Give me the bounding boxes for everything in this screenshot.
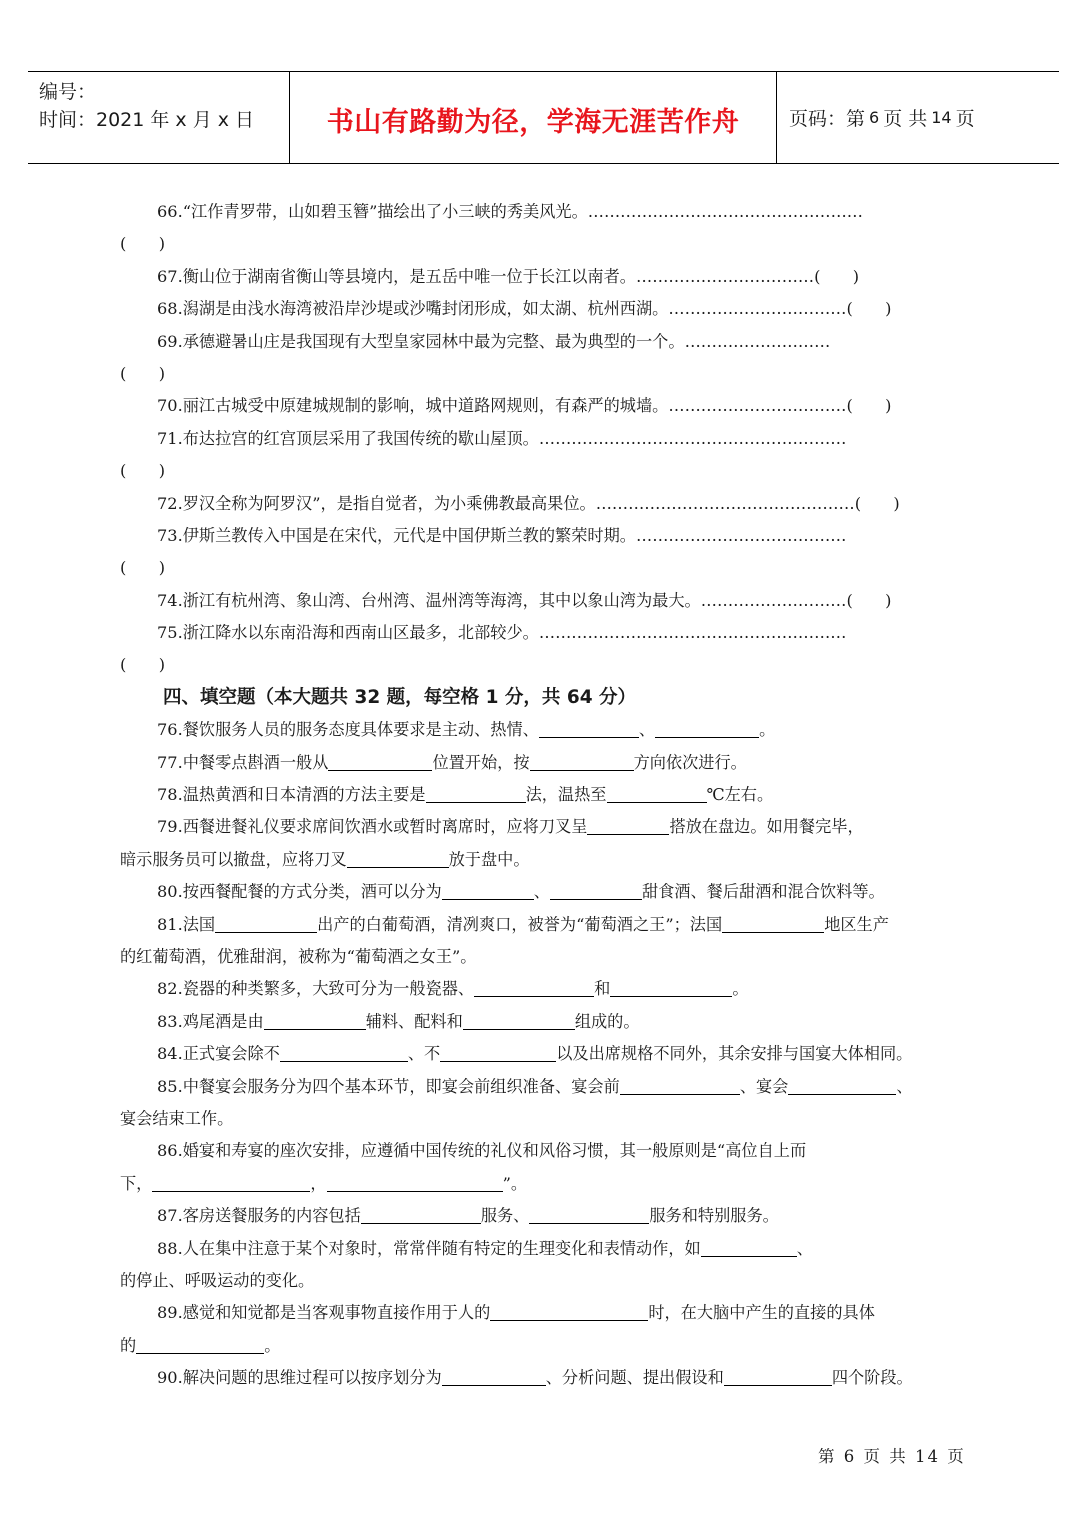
blank-87-2[interactable] <box>529 1205 649 1224</box>
question-87: 87.客房送餐服务的内容包括 服务、 服务和特别服务。 <box>157 1206 779 1226</box>
question-74: 74.浙江有杭州湾、象山湾、台州湾、温州湾等海湾，其中以象山湾为最大。………………………( ) <box>157 590 892 610</box>
question-81-cont: 的红葡萄酒，优雅甜润，被称为“葡萄酒之女王”。 <box>120 946 477 966</box>
blank-83-1[interactable] <box>264 1011 366 1030</box>
blank-79-1[interactable] <box>587 816 669 835</box>
blank-85-1[interactable] <box>620 1076 740 1095</box>
question-79: 79.西餐进餐礼仪要求席间饮酒水或暂时离席时，应将刀叉呈 搭放在盘边。如用餐完毕， <box>157 817 864 837</box>
question-72: 72.罗汉全称为阿罗汉”，是指自觉者，为小乘佛教最高果位。…………………………………………( ) <box>157 493 900 513</box>
header-meta <box>28 72 290 163</box>
question-85: 85.中餐宴会服务分为四个基本环节，即宴会前组织准备、宴会前 、宴会 、 <box>157 1076 913 1096</box>
question-77: 77.中餐零点斟酒一般从 位置开始，按 方向依次进行。 <box>157 752 747 772</box>
blank-80-1[interactable] <box>442 881 534 900</box>
blank-88-1[interactable] <box>701 1238 797 1257</box>
blank-90-2[interactable] <box>724 1367 832 1386</box>
answer-paren-69: ( ) <box>120 363 166 383</box>
question-67: 67.衡山位于湖南省衡山等县境内，是五岳中唯一位于长江以南者。……………………………( ) <box>157 266 860 286</box>
question-82: 82.瓷器的种类繁多，大致可分为一般瓷器、 和 。 <box>157 979 749 999</box>
question-85-cont: 宴会结束工作。 <box>120 1108 234 1128</box>
question-86-cont: 下， ， ”。 <box>120 1173 528 1193</box>
blank-82-2[interactable] <box>610 978 732 997</box>
page-total: 14 <box>931 108 952 127</box>
question-90: 90.解决问题的思维过程可以按序划分为 、分析问题、提出假设和 四个阶段。 <box>157 1368 913 1388</box>
blank-83-2[interactable] <box>463 1011 575 1030</box>
blank-85-2[interactable] <box>788 1076 896 1095</box>
question-80: 80.按西餐配餐的方式分类，酒可以分为 、 甜食酒、餐后甜酒和混合饮料等。 <box>157 882 885 902</box>
question-83: 83.鸡尾酒是由 辅料、配料和 组成的。 <box>157 1011 640 1031</box>
section-title: 四、填空题（本大题共 32 题，每空格 1 分，共 64 分） <box>163 686 637 708</box>
blank-84-2[interactable] <box>440 1043 556 1062</box>
question-68: 68.潟湖是由浅水海湾被沿岸沙堤或沙嘴封闭形成，如太湖、杭州西湖。……………………………( ) <box>157 299 892 319</box>
question-76: 76.餐饮服务人员的服务态度具体要求是主动、热情、 、 。 <box>157 720 776 740</box>
question-79-cont: 暗示服务员可以撤盘，应将刀叉 放于盘中。 <box>120 849 530 869</box>
answer-paren-70: ( ) <box>846 396 892 416</box>
question-84: 84.正式宴会除不 、不 以及出席规格不同外，其余安排与国宴大体相同。 <box>157 1044 913 1064</box>
header-motto: 书山有路勤为径，学海无涯苦作舟 <box>290 72 777 163</box>
question-70: 70.丽江古城受中原建城规制的影响，城中道路网规则，有森严的城墙。……………………………( ) <box>157 396 892 416</box>
blank-86-1[interactable] <box>152 1173 310 1192</box>
page-current: 6 <box>869 108 880 127</box>
question-86: 86.婚宴和寿宴的座次安排，应遵循中国传统的礼仪和风俗习惯，其一般原则是“高位自上而 <box>157 1141 807 1161</box>
answer-paren-72: ( ) <box>854 493 900 513</box>
answer-paren-68: ( ) <box>846 299 892 319</box>
time-label: 时间：2021 年 x 月 x 日 <box>39 109 255 131</box>
blank-78-1[interactable] <box>426 784 526 803</box>
question-88: 88.人在集中注意于某个对象时，常常伴随有特定的生理变化和表情动作，如 、 <box>157 1238 813 1258</box>
question-71: 71.布达拉宫的红宫顶层采用了我国传统的歇山屋顶。………………………………………………… <box>157 428 847 448</box>
question-78: 78.温热黄酒和日本清酒的方法主要是 法，温热至 ℃左右。 <box>157 785 774 805</box>
blank-84-1[interactable] <box>280 1043 408 1062</box>
question-89: 89.感觉和知觉都是当客观事物直接作用于人的 时，在大脑中产生的直接的具体 <box>157 1303 875 1323</box>
blank-76-1[interactable] <box>539 719 639 738</box>
page-footer: 第 6 页 共 14 页 <box>818 1447 966 1466</box>
blank-81-2[interactable] <box>722 914 824 933</box>
blank-80-2[interactable] <box>550 881 642 900</box>
blank-86-2[interactable] <box>327 1173 503 1192</box>
blank-90-1[interactable] <box>442 1367 546 1386</box>
question-73: 73.伊斯兰教传入中国是在宋代，元代是中国伊斯兰教的繁荣时期。………………………………… <box>157 525 847 545</box>
answer-paren-73: ( ) <box>120 558 166 578</box>
answer-paren-74: ( ) <box>846 590 892 610</box>
blank-77-2[interactable] <box>530 752 634 771</box>
blank-87-1[interactable] <box>361 1205 481 1224</box>
answer-paren-71: ( ) <box>120 461 166 481</box>
blank-77-1[interactable] <box>328 752 432 771</box>
answer-paren-66: ( ) <box>120 234 166 254</box>
blank-89-2[interactable] <box>136 1335 264 1354</box>
document-body <box>120 196 970 1394</box>
blank-81-1[interactable] <box>215 914 317 933</box>
header-page-info: 页码：第 6 页 共 14 页 <box>789 108 975 130</box>
question-66: 66.“江作青罗带，山如碧玉簪”描绘出了小三峡的秀美风光。…………………………………………… <box>157 202 863 221</box>
question-89-cont: 的 。 <box>120 1335 281 1355</box>
question-81: 81.法国 出产的白葡萄酒，清冽爽口，被誉为“葡萄酒之王”；法国 地区生产 <box>157 914 889 934</box>
number-label: 编号： <box>39 81 97 103</box>
blank-89-1[interactable] <box>490 1302 648 1321</box>
blank-79-2[interactable] <box>347 849 449 868</box>
answer-paren-67: ( ) <box>814 266 860 286</box>
blank-76-2[interactable] <box>655 719 759 738</box>
page-header <box>28 71 1059 164</box>
blank-78-2[interactable] <box>607 784 707 803</box>
question-75: 75.浙江降水以东南沿海和西南山区最多，北部较少。………………………………………………… <box>157 623 847 643</box>
blank-82-1[interactable] <box>474 978 594 997</box>
question-69: 69.承德避暑山庄是我国现有大型皇家园林中最为完整、最为典型的一个。……………………… <box>157 331 831 351</box>
question-88-cont: 的停止、呼吸运动的变化。 <box>120 1270 315 1290</box>
answer-paren-75: ( ) <box>120 655 166 675</box>
